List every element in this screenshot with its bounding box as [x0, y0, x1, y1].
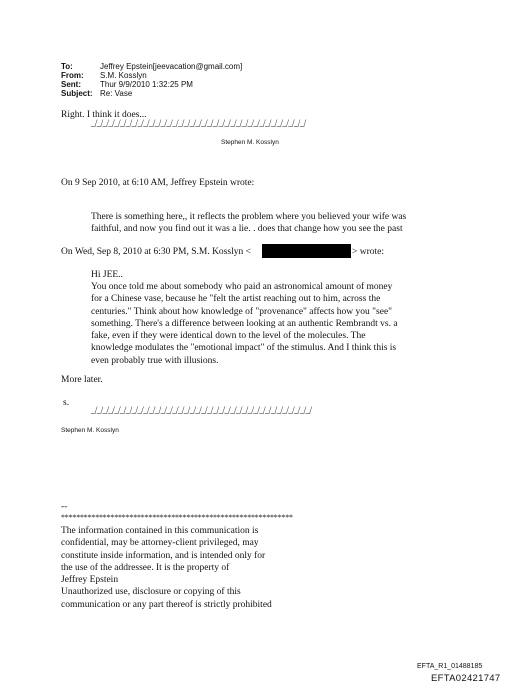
quote2-line: You once told me about somebody who paid an astronomical amount of money: [91, 282, 393, 292]
footer-id-primary: EFTA_R1_01488185: [417, 663, 483, 670]
quote2-line: for a Chinese vase, because he "felt the artist reaching out to him, across the: [91, 294, 381, 305]
quote1-line: faithful, and now you find out it was a lie. . does that change how you see the past: [91, 224, 403, 235]
quote2-attribution-end: > wrote:: [352, 247, 385, 257]
disclaimer-dashes: --: [61, 502, 68, 512]
to-label: To:: [61, 62, 73, 71]
quote1-body: [91, 211, 406, 236]
reply-signature-name: Stephen M. Kosslyn: [221, 139, 279, 146]
disclaimer-line: confidential, may be attorney-client privileged, may: [61, 538, 259, 549]
disclaimer-line: communication or any part thereof is strictly prohibited: [61, 599, 272, 610]
to-value: Jeffrey Epstein[jeevacation@gmail.com]: [100, 62, 243, 71]
reply-signature-line: _/_/_/_/_/_/_/_/_/_/_/_/_/_/_/_/_/_/_/_/_/_/_/_/_/_/_/_/_/_/_/_/_/_/_/_/_/: [91, 118, 306, 128]
disclaimer-line: Jeffrey Epstein: [61, 575, 119, 586]
sent-value: Thur 9/9/2010 1:32:25 PM: [100, 80, 193, 89]
from-value: S.M. Kosslyn: [100, 71, 147, 80]
quote2-attribution-start: On Wed, Sep 8, 2010 at 6:30 PM, S.M. Kosslyn <: [61, 247, 251, 257]
quote2-body: [91, 281, 398, 367]
more-later: More later.: [61, 375, 103, 385]
disclaimer-body: [61, 525, 272, 611]
quote2-greeting: Hi JEE..: [91, 270, 123, 280]
quote2-line: centuries." Think about how knowledge of "provenance" affects how you "see": [91, 306, 393, 317]
subject-value: Re: Vase: [100, 89, 133, 98]
disclaimer-line: constitute inside information, and is intended only for: [61, 550, 266, 561]
quote2-line: something. There's a difference between looking at an authentic Rembrandt vs. a: [91, 318, 398, 329]
disclaimer-stars: *************************************************************: [61, 513, 293, 522]
quote2-signature-name: Stephen M. Kosslyn: [61, 427, 119, 434]
sent-label: Sent:: [61, 80, 81, 89]
subject-label: Subject:: [61, 89, 93, 98]
quote2-line: knowledge modulates the "emotional impact" of the stimulus. And I think this is: [91, 343, 397, 354]
quote2-line: fake, even if they were identical down to the level of the molecules. The: [91, 331, 366, 342]
quote1-line: There is something here,, it reflects the problem where you believed your wife was: [91, 212, 407, 222]
redaction-box: [262, 244, 351, 258]
disclaimer-line: Unauthorized use, disclosure or copying of this: [61, 587, 241, 598]
quote1-attribution: On 9 Sep 2010, at 6:10 AM, Jeffrey Epstein wrote:: [61, 178, 255, 188]
footer-id-secondary: EFTA02421747: [431, 673, 501, 684]
disclaimer-line: The information contained in this communication is: [61, 526, 259, 536]
disclaimer-line: the use of the addressee. It is the property of: [61, 562, 230, 573]
quote2-signature-line: _/_/_/_/_/_/_/_/_/_/_/_/_/_/_/_/_/_/_/_/_/_/_/_/_/_/_/_/_/_/_/_/_/_/_/_/_/_/: [91, 405, 312, 415]
initial: s.: [63, 398, 70, 408]
reply-text: Right. I think it does...: [61, 110, 147, 120]
from-label: From:: [61, 71, 84, 80]
quote2-line: even probably true with illusions.: [91, 355, 219, 366]
